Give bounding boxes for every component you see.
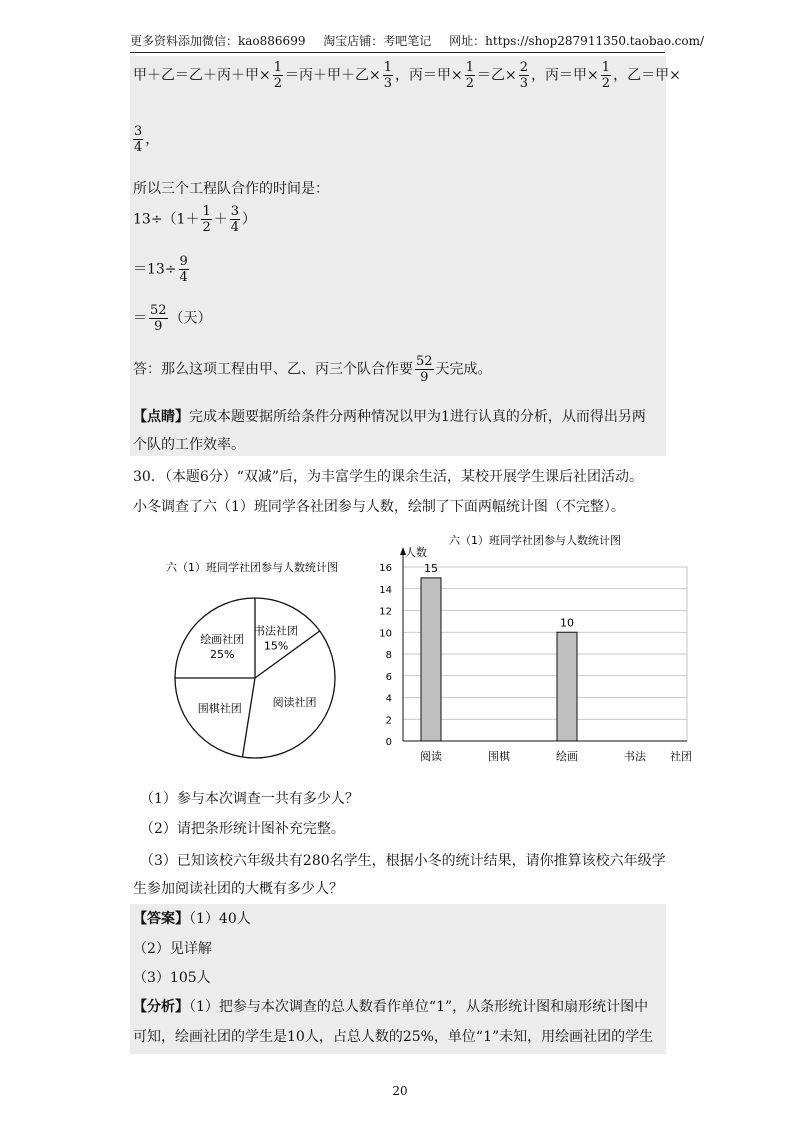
sub-question-3b: 生参加阅读社团的大概有多少人？	[133, 881, 343, 897]
bar-ytick-label: 14	[379, 584, 392, 596]
pie-label-shufa: 书法社团	[254, 624, 299, 638]
bar-value-label: 10	[560, 616, 574, 630]
bar-ylabel: 人数	[405, 546, 427, 559]
bar-category-label: 围棋	[488, 750, 510, 763]
bar-ytick-label: 2	[385, 715, 392, 727]
pie-percent-huihua: 25%	[209, 648, 235, 662]
time-intro: 所以三个工程队合作的时间是：	[133, 181, 329, 197]
equation-continued: $\frac{3}{4}$ ，	[134, 124, 160, 155]
solution-block	[130, 56, 666, 456]
calc-line-2: ＝13÷ $\frac{9}{4}$	[133, 254, 188, 285]
page-number: 20	[392, 1084, 408, 1098]
bar-chart	[365, 527, 695, 772]
pie-label-huihua: 绘画社团	[200, 633, 245, 647]
header-shop: 淘宝店铺：考吧笔记	[323, 34, 432, 48]
bar-ytick-label: 4	[385, 693, 392, 705]
bar-chart-title: 六（1）班同学社团参与人数统计图	[449, 534, 621, 547]
answer-1: 【答案】（1）40人	[133, 911, 251, 927]
point-tag: 【点睛】	[133, 409, 189, 425]
equation-line: 甲＋乙＝乙＋丙＋甲× $\frac{1}{2}$ ＝丙＋甲＋乙× $\frac{1}{3}$ ，丙＝甲× $\frac{1}{2}$ ＝乙× $\frac{2}{3}$ ，丙＝甲× $\frac{1}{2}$ ，乙＝甲×	[133, 60, 681, 91]
bar-ytick-label: 12	[379, 606, 392, 618]
question-line-2: 小冬调查了六（1）班同学各社团参与人数，绘制了下面两幅统计图（不完整）。	[133, 499, 625, 515]
answer-2: （2）见详解	[133, 941, 212, 957]
analysis-1: 【分析】（1）把参与本次调查的总人数看作单位“1”，从条形统计图和扇形统计图中	[133, 999, 649, 1015]
bar-阅读	[421, 578, 441, 741]
pie-label-yuedu: 阅读社团	[272, 696, 317, 710]
pie-chart	[150, 555, 370, 770]
bar-category-label: 绘画	[556, 750, 578, 763]
bar-value-label: 15	[424, 561, 438, 575]
analysis-tag: 【分析】	[133, 999, 189, 1015]
pie-chart-title: 六（1）班同学社团参与人数统计图	[166, 561, 338, 574]
bar-category-label: 书法	[624, 750, 646, 763]
sub-question-3a: （3）已知该校六年级共有280名学生，根据小冬的统计结果，请你推算该校六年级学	[140, 853, 666, 869]
bar-ytick-label: 10	[379, 628, 392, 640]
pie-label-weiqi: 围棋社团	[197, 702, 242, 716]
bar-ytick-label: 16	[379, 563, 392, 574]
answer-line: 答：那么这项工程由甲、乙、丙三个队合作要 $\frac{52}{9}$ 天完成。	[133, 354, 492, 385]
analysis-2: 可知，绘画社团的学生是10人，占总人数的25%，单位“1”未知，用绘画社团的学生	[133, 1029, 654, 1045]
answer-3: （3）105人	[133, 970, 211, 986]
header-wechat: 更多资料添加微信：kao886699	[130, 34, 306, 48]
calc-line-3: ＝ $\frac{52}{9}$ （天）	[133, 303, 212, 334]
bar-ytick-label: 0	[385, 737, 392, 748]
answer-tag: 【答案】	[133, 911, 189, 927]
bar-ytick-label: 8	[385, 650, 392, 661]
sub-question-1: （1）参与本次调查一共有多少人？	[140, 791, 359, 807]
sub-question-2: （2）请把条形统计图补充完整。	[140, 821, 345, 837]
point-line-2: 个队的工作效率。	[133, 437, 245, 453]
pie-percent-shufa: 15%	[263, 639, 289, 653]
bar-绘画	[557, 632, 577, 741]
page-header	[130, 32, 705, 53]
question-line-1: 30．（本题6分）“双减”后，为丰富学生的课余生活，某校开展学生课后社团活动。	[133, 469, 644, 485]
bar-ytick-label: 6	[385, 671, 392, 683]
bar-category-label: 阅读	[420, 750, 442, 763]
calc-line-1: 13÷（1＋ $\frac{1}{2}$ ＋ $\frac{3}{4}$ ）	[133, 204, 257, 235]
bar-xlabel: 社团	[670, 750, 692, 763]
header-site: 网址：https://shop287911350.taobao.com/	[449, 34, 705, 48]
point-line-1: 【点睛】完成本题要据所给条件分两种情况以甲为1进行认真的分析，从而得出另两	[133, 409, 646, 425]
